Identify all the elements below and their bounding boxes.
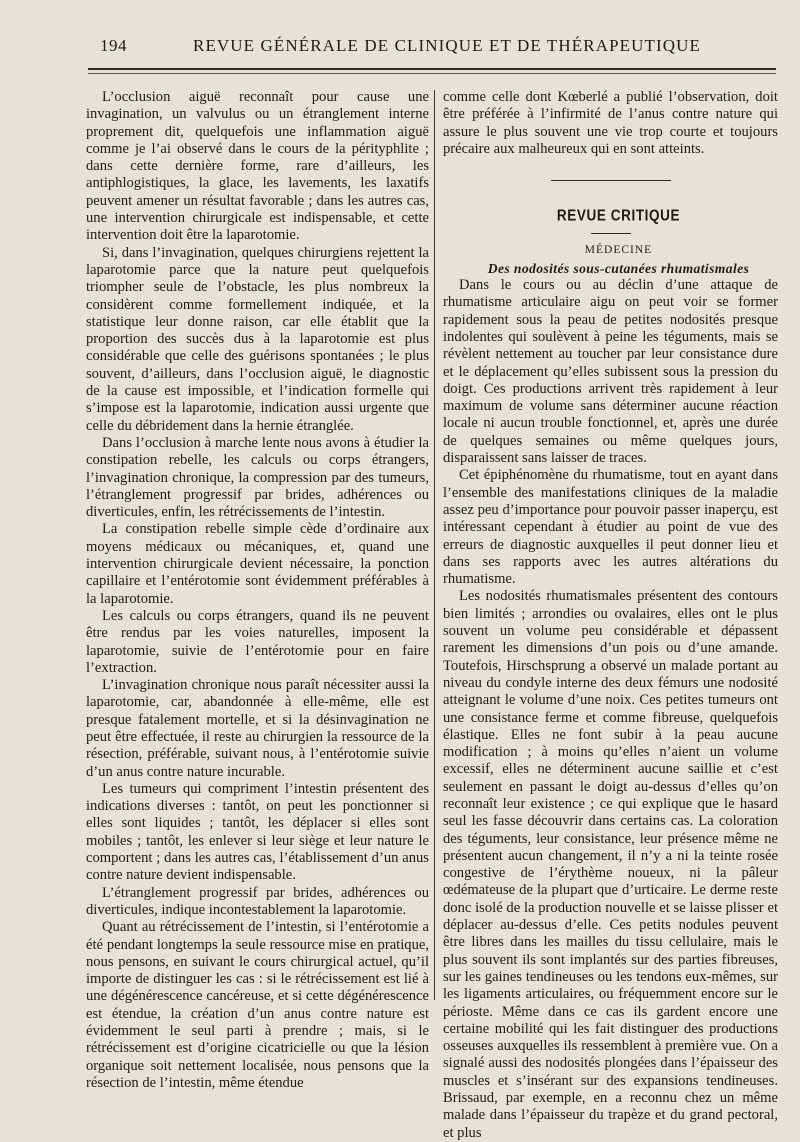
paragraph: Dans l’occlusion à marche lente nous avons à étudier la constipation rebelle, les calculs ou corps étrangers, l’invagination chronique, la compression par des tumeurs, l’étranglement progressif par brides, adhérences ou diverticules, enfin, les rétrécissements de l’intestin. [86, 434, 429, 521]
page-header [88, 36, 778, 60]
title-rule [591, 233, 631, 234]
header-rule [88, 68, 776, 74]
paragraph: Quant au rétrécissement de l’intestin, si l’entérotomie a été pendant longtemps la seule ressource mise en pratique, nous pensons, en suivant le cours chirurgical actuel, qu’il importe de distinguer les cas : si le rétrécissement est lié à une dégénérescence cancéreuse, et si cette dégénérescence est étendue, la création d’un anus contre nature est évidemment le seul parti à prendre ; mais, si le rétrécissement est d’origine cicatricielle ou que la lésion organique soit nettement localisée, nous pensons que la résection de l’intestin, même étendue [86, 919, 429, 1091]
subsection-heading: MÉDECINE [584, 244, 653, 257]
continuation-paragraph: comme celle dont Kœberlé a publié l’observation, doit être préférée à l’infirmité de l’anus contre nature qui assure le plus souvent une vie trop courte et toujours précaire aux malheureux qui en sont atteints. [443, 89, 778, 157]
paragraph: Dans le cours ou au déclin d’une attaque de rhumatisme articulaire aigu on peut voir se former rapidement sous la peau de petites nodosités presque indolentes qui soulèvent à peine les téguments, mais se révèlent nettement au toucher par leur consistance dure et le déplacement qu’elles subissent sous la pression du doigt. Ces productions arrivent très rapidement à leur maximum de volume sans déterminer aucune réaction locale ni aucun trouble fonctionnel, et, après une durée de quelques semaines ou même quelques jours, disparaissent sans laisser de traces. [443, 277, 778, 467]
right-column [443, 89, 778, 1142]
paragraph: Les nodosités rhumatismales présentent des contours bien limités ; arrondies ou ovalaires, elles ont le plus souvent un volume peu considérable et dépassent rarement les dimensions d’un pois ou d’une amande. Toutefois, Hirschsprung a observé un malade portant au niveau du condyle interne des deux fémurs une nodosité atteignant le volume d’une noix. Ces petites tumeurs ont une consistance ferme et comme fibreuse, quelquefois élastique. Elles ne font subir à la peau aucune modification ; à moins qu’elles n’aient un volume excessif, elles ne déterminent aucune saillie et c’est seulement en passant le doigt au-dessus d’elles qu’on reconnaît leur existence ; ce qui explique que le hasard seul les fasse découvrir dans certains cas. La coloration des téguments, leur consistance, leur présence même ne présentent aucun changement, il n’y a ni la teinte rosée congestive de l’érythème noueux, ni la pâleur œdémateuse de la plupart que d’urticaire. Le derme reste donc isolé de la production nouvelle et se laisse plisser et déplacer au-dessus d’elle. Ces petits nodules peuvent être libres dans les mailles du tissu cellulaire, mais le plus souvent ils sont implantés sur des parties fibreuses, sur les gaines tendineuses ou les tendons eux-mêmes, sur les ligaments articulaires, ou fréquemment encore sur le périoste. Même dans ce cas ils gardent encore une certaine mobilité qui les fait distinguer des productions osseuses auxquelles ils ressemblent à première vue. On a signalé aussi des nodosités plongées dans l’épaisseur des muscles et s’insérant sur des expansions tendineuses. Brissaud, par exemple, en a reconnu chez un même malade dans l’épaisseur du trapèze et du grand pectoral, et plus [443, 588, 778, 1141]
paragraph: L’invagination chronique nous paraît nécessiter aussi la laparotomie, car, abandonnée à elle-même, elle est presque fatalement mortelle, et si la désinvagination ne peut être effectuée, il reste au chirurgien la ressource de la résection, préférable, suivant nous, à l’entérotomie suivie d’un anus contre nature incurable. [86, 677, 429, 780]
paragraph: Les calculs ou corps étrangers, quand ils ne peuvent être rendus par les voies naturelles, imposent la laparotomie, suivie de l’entérotomie pour en faire l’extraction. [86, 607, 429, 676]
paragraph: Cet épiphénomène du rhumatisme, tout en ayant dans l’ensemble des manifestations cliniques de la maladie assez peu d’importance pour pouvoir passer inaperçu, est intéressant cependant à étudier au point de vue des erreurs de diagnostic auxquelles il peut donner lieu et dans ses rapports avec les autres altérations du rhumatisme. [443, 467, 778, 588]
left-column [86, 89, 429, 1092]
paragraph: La constipation rebelle simple cède d’ordinaire aux moyens médicaux ou mécaniques, et, quand une intervention chirurgicale devient nécessaire, la ponction capillaire et l’entérotomie sont évidemment préférables à la laparotomie. [86, 521, 429, 607]
section-title: REVUE CRITIQUE [556, 207, 681, 225]
article-title: Des nodosités sous-cutanées rhumatismales [487, 260, 750, 276]
paragraph: Les tumeurs qui compriment l’intestin présentent des indications diverses : tantôt, on peut les ponctionner si elles sont liquides ; tantôt, les déplacer si elles sont mobiles ; tantôt, les enlever si leur siège et leur nature le comportent ; dans les autres cas, l’établissement d’un anus contre nature devient indispensable. [86, 780, 429, 884]
paragraph: L’occlusion aiguë reconnaît pour cause une invagination, un valvulus ou un étranglement interne proprement dit, quelquefois une inflammation aiguë comme je l’ai observé dans le cours de la pérityphlite ; dans cette dernière forme, rare d’ailleurs, les antiphlogistiques, la glace, les lavements, les laxatifs peuvent amener un résultat favorable ; dans les autres cas, une intervention chirurgicale est indispensable, et cette intervention doit être la laparotomie. [86, 89, 429, 244]
section-separator [551, 180, 671, 181]
page-number: 194 [100, 36, 127, 55]
paragraph: L’étranglement progressif par brides, adhérences ou diverticules, indique incontestablement la laparotomie. [86, 884, 429, 918]
paragraph: Si, dans l’invagination, quelques chirurgiens rejettent la laparotomie parce que la nature peut quelquefois triompher seule de l’obstacle, les plus nombreux la considèrent comme formellement indiquée, et la statistique leur donne raison, car elle établit que la proportion des succès dus à la laparotomie est plus considérable que celle des guérisons spontanées ; le plus souvent, d’ailleurs, dans l’occlusion aiguë, le diagnostic de la cause est impossible, et l’indication formelle qui s’impose est la laparotomie, indication aussi urgente que celle du débridement dans la hernie étranglée. [86, 244, 429, 434]
column-divider [434, 90, 435, 1000]
running-title: REVUE GÉNÉRALE DE CLINIQUE ET DE THÉRAPEUTIQUE [193, 36, 701, 55]
